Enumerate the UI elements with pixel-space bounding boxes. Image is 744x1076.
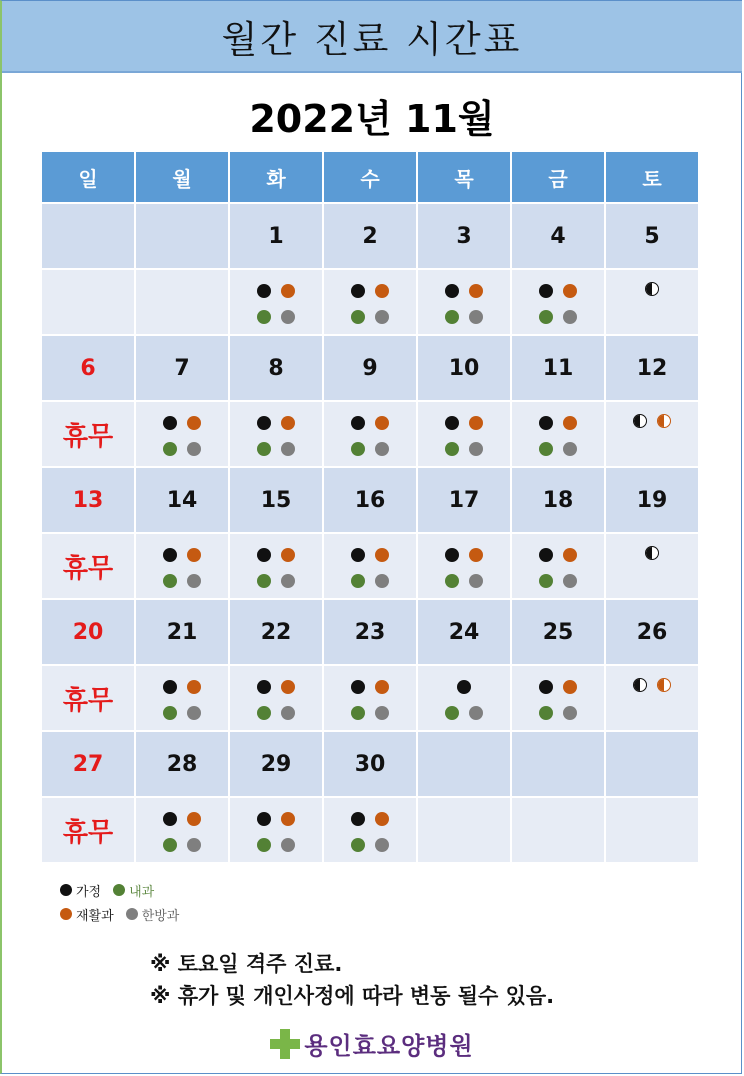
black-dot-icon xyxy=(351,680,365,694)
holiday-label: 휴무 xyxy=(62,421,114,452)
schedule-cell xyxy=(229,797,323,863)
green-dot-icon xyxy=(163,706,177,720)
schedule-cell xyxy=(511,665,605,731)
date-cell: 6 xyxy=(41,335,135,401)
dot-row xyxy=(324,812,416,826)
gray-dot-icon xyxy=(469,310,483,324)
date-cell: 22 xyxy=(229,599,323,665)
green-dot-icon xyxy=(539,310,553,324)
date-cell: 16 xyxy=(323,467,417,533)
dot-row xyxy=(418,310,510,324)
schedule-cell xyxy=(41,401,135,467)
schedule-cell xyxy=(511,533,605,599)
schedule-cell xyxy=(323,665,417,731)
orange-dot-icon xyxy=(375,548,389,562)
date-cell: 21 xyxy=(135,599,229,665)
gray-dot-icon xyxy=(281,310,295,324)
green-dot-icon xyxy=(163,574,177,588)
weekday-tue: 화 xyxy=(229,151,323,203)
green-dot-icon xyxy=(351,706,365,720)
dot-row xyxy=(136,574,228,588)
schedule-cell xyxy=(323,797,417,863)
month-heading: 2022년 11월 xyxy=(249,97,495,141)
date-cell: 14 xyxy=(135,467,229,533)
schedule-cell xyxy=(417,401,511,467)
date-cell: 3 xyxy=(417,203,511,269)
schedule-cell xyxy=(417,269,511,335)
schedule-cell xyxy=(135,401,229,467)
dot-row xyxy=(324,706,416,720)
orange-dot-icon xyxy=(281,284,295,298)
weekday-sun: 일 xyxy=(41,151,135,203)
date-cell: 29 xyxy=(229,731,323,797)
half-orange-circle-icon xyxy=(657,678,671,692)
empty-date-cell xyxy=(41,203,135,269)
week-1-dates xyxy=(41,203,699,269)
date-cell: 18 xyxy=(511,467,605,533)
gray-dot-icon xyxy=(187,442,201,456)
date-cell: 19 xyxy=(605,467,699,533)
gray-dot-icon xyxy=(469,442,483,456)
schedule-cell xyxy=(41,269,135,335)
gray-dot-icon xyxy=(563,310,577,324)
dot-row xyxy=(418,680,510,694)
black-dot-icon xyxy=(539,680,553,694)
orange-dot-icon xyxy=(563,680,577,694)
dot-row xyxy=(418,706,510,720)
gray-dot-icon xyxy=(126,908,138,920)
date-cell: 15 xyxy=(229,467,323,533)
week-4-schedule xyxy=(41,665,699,731)
date-cell: 25 xyxy=(511,599,605,665)
black-dot-icon xyxy=(163,548,177,562)
dot-row xyxy=(230,442,322,456)
date-cell: 28 xyxy=(135,731,229,797)
dot-row xyxy=(324,548,416,562)
hospital-name: 용인효요양병원 xyxy=(304,1032,474,1060)
schedule-cell xyxy=(41,665,135,731)
date-cell: 8 xyxy=(229,335,323,401)
orange-dot-icon xyxy=(187,680,201,694)
dot-row xyxy=(512,680,604,694)
green-dot-icon xyxy=(351,310,365,324)
black-dot-icon xyxy=(351,284,365,298)
date-cell: 13 xyxy=(41,467,135,533)
dot-row xyxy=(606,678,698,692)
orange-dot-icon xyxy=(563,284,577,298)
dot-row xyxy=(136,812,228,826)
schedule-cell xyxy=(605,797,699,863)
green-dot-icon xyxy=(445,706,459,720)
dot-row xyxy=(418,284,510,298)
orange-dot-icon xyxy=(375,812,389,826)
dot-row xyxy=(230,310,322,324)
legend-gajeong: 가정 xyxy=(60,881,101,900)
dot-row xyxy=(512,416,604,430)
green-dot-icon xyxy=(257,706,271,720)
date-cell: 9 xyxy=(323,335,417,401)
schedule-cell xyxy=(511,401,605,467)
half-black-circle-icon xyxy=(633,678,647,692)
dot-row xyxy=(512,574,604,588)
date-cell: 24 xyxy=(417,599,511,665)
empty-date-cell xyxy=(135,203,229,269)
dot-row xyxy=(324,442,416,456)
half-black-circle-icon xyxy=(645,546,659,560)
gray-dot-icon xyxy=(187,706,201,720)
schedule-cell xyxy=(323,401,417,467)
page-title: 월간 진료 시간표 xyxy=(221,18,523,61)
schedule-cell xyxy=(417,797,511,863)
week-2-dates xyxy=(41,335,699,401)
dot-row xyxy=(136,680,228,694)
black-dot-icon xyxy=(539,548,553,562)
date-cell: 12 xyxy=(605,335,699,401)
schedule-cell xyxy=(605,533,699,599)
week-3-schedule xyxy=(41,533,699,599)
date-cell: 20 xyxy=(41,599,135,665)
dot-row xyxy=(324,284,416,298)
orange-dot-icon xyxy=(281,812,295,826)
green-dot-icon xyxy=(163,838,177,852)
week-2-schedule xyxy=(41,401,699,467)
black-dot-icon xyxy=(257,284,271,298)
green-dot-icon xyxy=(539,706,553,720)
gray-dot-icon xyxy=(281,574,295,588)
black-dot-icon xyxy=(539,416,553,430)
date-cell: 5 xyxy=(605,203,699,269)
black-dot-icon xyxy=(257,416,271,430)
holiday-label: 휴무 xyxy=(62,553,114,584)
dot-row xyxy=(512,442,604,456)
weekday-wed: 수 xyxy=(323,151,417,203)
schedule-cell xyxy=(605,665,699,731)
black-dot-icon xyxy=(163,812,177,826)
dot-row xyxy=(512,284,604,298)
date-cell: 10 xyxy=(417,335,511,401)
orange-dot-icon xyxy=(281,680,295,694)
gray-dot-icon xyxy=(375,442,389,456)
half-orange-circle-icon xyxy=(657,414,671,428)
schedule-cell xyxy=(323,269,417,335)
dot-row xyxy=(418,416,510,430)
orange-dot-icon xyxy=(187,812,201,826)
half-black-circle-icon xyxy=(633,414,647,428)
black-dot-icon xyxy=(445,416,459,430)
holiday-label: 휴무 xyxy=(62,817,114,848)
date-cell: 2 xyxy=(323,203,417,269)
weekday-mon: 월 xyxy=(135,151,229,203)
gray-dot-icon xyxy=(563,442,577,456)
green-dot-icon xyxy=(257,442,271,456)
legend xyxy=(60,878,191,926)
schedule-cell xyxy=(229,533,323,599)
orange-dot-icon xyxy=(375,680,389,694)
orange-dot-icon xyxy=(60,908,72,920)
dot-row xyxy=(606,546,698,560)
dot-row xyxy=(606,282,698,296)
dot-row xyxy=(324,838,416,852)
week-1-schedule xyxy=(41,269,699,335)
green-dot-icon xyxy=(539,574,553,588)
date-cell: 27 xyxy=(41,731,135,797)
dot-row xyxy=(136,548,228,562)
dot-row xyxy=(136,838,228,852)
orange-dot-icon xyxy=(563,548,577,562)
legend-hanbang: 한방과 xyxy=(126,905,180,924)
weekday-header-row xyxy=(41,151,699,203)
dot-row xyxy=(230,416,322,430)
orange-dot-icon xyxy=(187,548,201,562)
black-dot-icon xyxy=(163,416,177,430)
dot-row xyxy=(230,574,322,588)
schedule-cell xyxy=(511,269,605,335)
date-cell: 1 xyxy=(229,203,323,269)
schedule-cell xyxy=(229,665,323,731)
schedule-cell xyxy=(135,269,229,335)
schedule-cell xyxy=(605,401,699,467)
schedule-cell xyxy=(229,401,323,467)
dot-row xyxy=(418,442,510,456)
dot-row xyxy=(418,574,510,588)
legend-rehab: 재활과 xyxy=(60,905,114,924)
week-5-schedule xyxy=(41,797,699,863)
black-dot-icon xyxy=(257,548,271,562)
note-change: ※ 휴가 및 개인사정에 따라 변동 될수 있음. xyxy=(150,984,555,1008)
green-dot-icon xyxy=(445,310,459,324)
green-dot-icon xyxy=(445,574,459,588)
schedule-cell xyxy=(135,797,229,863)
legend-naegwa: 내과 xyxy=(113,881,154,900)
green-dot-icon xyxy=(257,838,271,852)
gray-dot-icon xyxy=(281,442,295,456)
week-3-dates xyxy=(41,467,699,533)
dot-row xyxy=(324,416,416,430)
schedule-cell xyxy=(605,269,699,335)
gray-dot-icon xyxy=(187,574,201,588)
dot-row xyxy=(512,310,604,324)
black-dot-icon xyxy=(351,416,365,430)
schedule-cell xyxy=(229,269,323,335)
empty-date-cell xyxy=(417,731,511,797)
dot-row xyxy=(324,574,416,588)
schedule-cell xyxy=(417,665,511,731)
dot-row xyxy=(512,548,604,562)
black-dot-icon xyxy=(539,284,553,298)
gray-dot-icon xyxy=(375,838,389,852)
schedule-cell xyxy=(135,665,229,731)
half-black-circle-icon xyxy=(645,282,659,296)
green-dot-icon xyxy=(445,442,459,456)
hospital-logo xyxy=(0,1026,744,1061)
gray-dot-icon xyxy=(187,838,201,852)
orange-dot-icon xyxy=(375,284,389,298)
orange-dot-icon xyxy=(469,416,483,430)
date-cell: 11 xyxy=(511,335,605,401)
green-dot-icon xyxy=(257,310,271,324)
dot-row xyxy=(418,548,510,562)
date-cell: 4 xyxy=(511,203,605,269)
date-cell: 23 xyxy=(323,599,417,665)
green-dot-icon xyxy=(539,442,553,456)
holiday-label: 휴무 xyxy=(62,685,114,716)
dot-row xyxy=(136,706,228,720)
gray-dot-icon xyxy=(375,310,389,324)
date-cell: 30 xyxy=(323,731,417,797)
schedule-cell xyxy=(41,797,135,863)
dot-row xyxy=(230,706,322,720)
gray-dot-icon xyxy=(375,706,389,720)
black-dot-icon xyxy=(163,680,177,694)
black-dot-icon xyxy=(257,680,271,694)
schedule-cell xyxy=(41,533,135,599)
black-dot-icon xyxy=(351,812,365,826)
weekday-sat: 토 xyxy=(605,151,699,203)
gray-dot-icon xyxy=(469,706,483,720)
schedule-cell xyxy=(135,533,229,599)
orange-dot-icon xyxy=(281,548,295,562)
black-dot-icon xyxy=(445,548,459,562)
medical-cross-icon xyxy=(270,1029,300,1059)
dot-row xyxy=(324,680,416,694)
green-dot-icon xyxy=(351,442,365,456)
note-saturday: ※ 토요일 격주 진료. xyxy=(150,952,343,976)
gray-dot-icon xyxy=(563,574,577,588)
dot-row xyxy=(136,416,228,430)
week-5-dates xyxy=(41,731,699,797)
weekday-fri: 금 xyxy=(511,151,605,203)
gray-dot-icon xyxy=(469,574,483,588)
black-dot-icon xyxy=(257,812,271,826)
empty-date-cell xyxy=(511,731,605,797)
dot-row xyxy=(606,414,698,428)
dot-row xyxy=(512,706,604,720)
dot-row xyxy=(324,310,416,324)
dot-row xyxy=(136,442,228,456)
black-dot-icon xyxy=(60,884,72,896)
black-dot-icon xyxy=(457,680,471,694)
weekday-thu: 목 xyxy=(417,151,511,203)
empty-date-cell xyxy=(605,731,699,797)
schedule-cell xyxy=(511,797,605,863)
date-cell: 17 xyxy=(417,467,511,533)
green-dot-icon xyxy=(351,838,365,852)
week-4-dates xyxy=(41,599,699,665)
green-dot-icon xyxy=(163,442,177,456)
gray-dot-icon xyxy=(563,706,577,720)
black-dot-icon xyxy=(351,548,365,562)
orange-dot-icon xyxy=(375,416,389,430)
notes xyxy=(150,948,554,1012)
date-cell: 26 xyxy=(605,599,699,665)
schedule-cell xyxy=(417,533,511,599)
orange-dot-icon xyxy=(469,548,483,562)
dot-row xyxy=(230,812,322,826)
dot-row xyxy=(230,548,322,562)
green-dot-icon xyxy=(351,574,365,588)
orange-dot-icon xyxy=(469,284,483,298)
orange-dot-icon xyxy=(563,416,577,430)
green-dot-icon xyxy=(257,574,271,588)
dot-row xyxy=(230,680,322,694)
gray-dot-icon xyxy=(375,574,389,588)
date-cell: 7 xyxy=(135,335,229,401)
green-dot-icon xyxy=(113,884,125,896)
orange-dot-icon xyxy=(187,416,201,430)
gray-dot-icon xyxy=(281,706,295,720)
dot-row xyxy=(230,838,322,852)
black-dot-icon xyxy=(445,284,459,298)
orange-dot-icon xyxy=(281,416,295,430)
dot-row xyxy=(230,284,322,298)
calendar-table xyxy=(40,150,700,864)
schedule-cell xyxy=(323,533,417,599)
gray-dot-icon xyxy=(281,838,295,852)
title-bar xyxy=(2,1,742,73)
